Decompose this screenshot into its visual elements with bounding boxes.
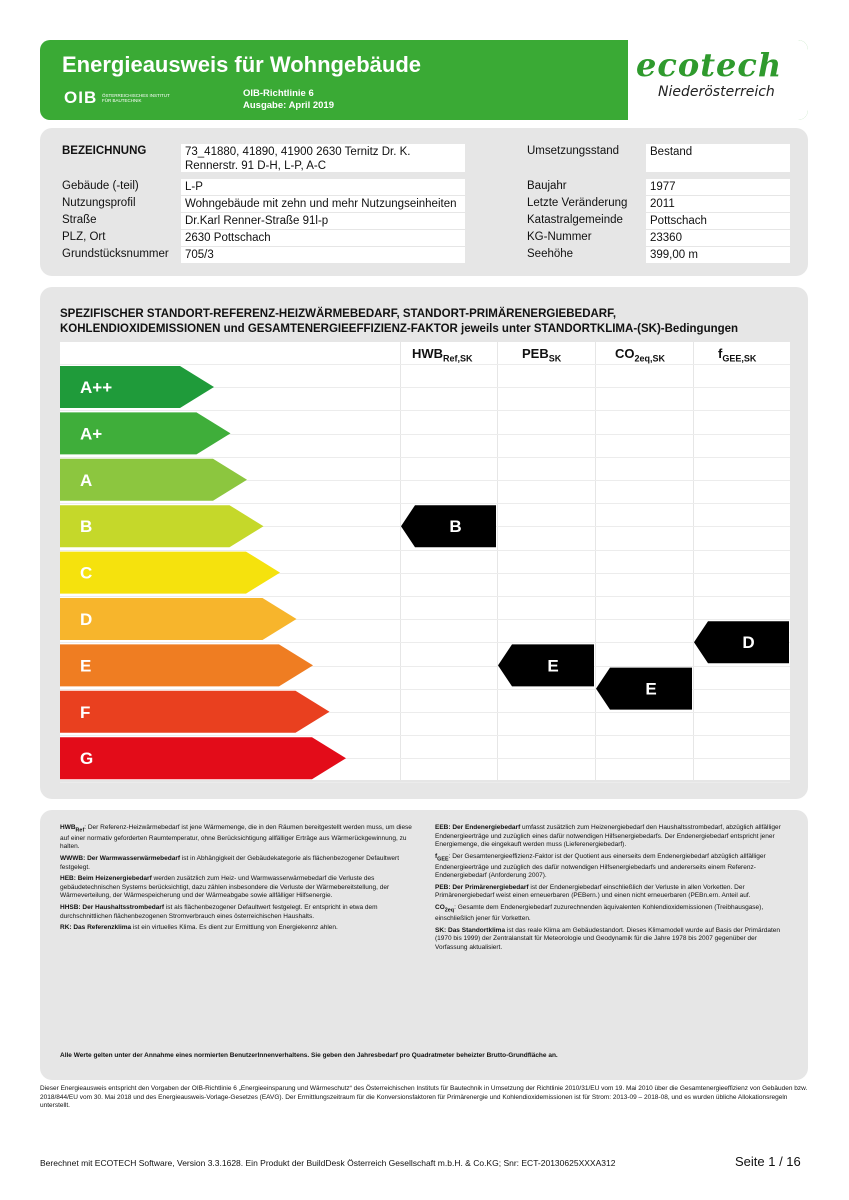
def-sk: SK: Das Standortklima ist das reale Klima am Gebäudestandort. Dieses Klimamodell wurde auf Basis der Primärdaten (1970 bis 1999) der Zentralanstalt für Meteorologie und Geodynamik für die Jahre 1978 bis 2007 gegenüber der Vorfassung aktualisiert. <box>435 926 781 951</box>
def-hwb: $HWB_{Ref}$: Der Referenz-Heizwärmebedarf ist jene Wärmemenge, die in den Räumen bereitgestellt werden muss, um diese auf einer normativ geforderten Raumtemperatur, ohne Berücksichtigung allfälliger Erträge aus Wärmerückgewinnung, zu halten. <box>60 824 412 851</box>
scale-title <box>60 307 738 337</box>
def-co2: $CO_{2eq}$: Gesamte dem Endenergiebedarf zuzurechnenden äquivalenten Kohlendioxidemissionen (Treibhausgase), einschließlich jener für Vorketten. <box>435 904 764 922</box>
column-header-fgee: $f_{GEE,SK}$ <box>718 346 757 364</box>
seehoehe-label: Seehöhe <box>527 248 574 260</box>
class-label: E <box>80 656 92 676</box>
column-header-hwb: $HWB_{Ref,SK}$ <box>412 346 473 364</box>
rating-marker-peb <box>498 644 594 686</box>
rating-marker-co2 <box>596 668 692 710</box>
strasse-value: Dr.Karl Renner-Straße 91l-p <box>181 213 465 229</box>
grundstueck-label: Grundstücksnummer <box>62 248 169 260</box>
class-label: A <box>80 470 93 490</box>
rating-label-hwb: B <box>449 517 462 537</box>
definitions-right <box>435 824 790 955</box>
def-wwwb: WWWB: Der Warmwasserwärmebedarf ist in Abhängigkeit der Gebäudekategorie als flächenbezogener Defaultwert festgelegt. <box>60 855 400 871</box>
oib-logo-subtitle: ÖSTERREICHISCHES INSTITUT FÜR BAUTECHNIK <box>102 93 170 103</box>
class-label: C <box>80 563 93 583</box>
class-label: A+ <box>80 424 103 444</box>
veraenderung-value: 2011 <box>646 196 790 212</box>
seehoehe-value: 399,00 m <box>646 247 790 263</box>
class-label: D <box>80 610 93 629</box>
oib-logo <box>64 88 170 108</box>
kg-value: 23360 <box>646 230 790 246</box>
def-hhsb: HHSB: Der Haushaltsstrombedarf ist als flächenbezogener Defaultwert festgelegt. Er entspricht in etwa dem durchschnittlichen flächenbezogenen Stromverbrauch eines österreichischen Haushalts. <box>60 904 378 920</box>
baujahr-value: 1977 <box>646 179 790 195</box>
def-fgee: $f_{GEE}$: Der Gesamtenergieeffizienz-Faktor ist der Quotient aus einerseits dem Endenergiebedarf abzüglich allfälliger Endenergieerträge und zuzüglich des dafür notwendigen Hilfsenergiebedarfs und andererseits einem Referenz-Endenergiebedarf (Anforderung 2007). <box>435 852 766 880</box>
class-arrows <box>60 342 790 780</box>
rating-label-co2: E <box>645 679 657 699</box>
strasse-label: Straße <box>62 214 97 226</box>
ecotech-brand: ecotech <box>636 46 783 84</box>
def-rk: RK: Das Referenzklima ist ein virtuelles Klima. Es dient zur Ermittlung von Energiekennz ahlen. <box>60 924 338 932</box>
ecotech-logo <box>628 40 808 120</box>
gebaeude-value: L-P <box>181 179 465 195</box>
rating-label-peb: E <box>547 656 559 676</box>
umsetzung-value: Bestand <box>646 144 790 172</box>
values-assumption-note: Alle Werte gelten unter der Annahme eines normierten BenutzerInnenverhaltens. Sie geben den Jahresbedarf pro Quadratmeter beheizter Brutto-Grundfläche an. <box>60 1052 558 1059</box>
oib-logo-text: OIB <box>64 88 98 107</box>
class-arrow-d <box>60 598 297 640</box>
energy-scale-panel <box>40 287 808 799</box>
bezeichnung-value: 73_41880, 41890, 41900 2630 Ternitz Dr. K. Rennerstr. 91 D-H, L-P, A-C <box>181 144 465 172</box>
column-header-peb: $PEB_{SK}$ <box>522 346 562 364</box>
plz-label: PLZ, Ort <box>62 231 106 243</box>
def-heb: HEB: Beim Heizenergiebedarf werden zusätzlich zum Heiz- und Warmwasserwärmebedarf die Verluste des gebäudetechnischen Systems berücksichtigt, dazu zählen insbesondere die Verluste der Wärmebereitstellung, der Wärmeverteilung, der Wärmespeicherung und der Wärmeabgabe sowie allfälliger Hilfsenergie. <box>60 875 390 900</box>
bezeichnung-label: BEZEICHNUNG <box>62 145 147 157</box>
definitions-panel <box>40 810 808 1080</box>
class-label: A++ <box>80 378 113 397</box>
definitions-left <box>60 824 415 936</box>
kg-label: KG-Nummer <box>527 231 592 243</box>
directive-name: OIB-Richtlinie 6 <box>243 88 314 99</box>
class-label: F <box>80 702 91 722</box>
ecotech-region: Niederösterreich <box>658 84 775 100</box>
legal-footnote: Dieser Energieausweis entspricht den Vorgaben der OIB-Richtlinie 6 „Energieeinsparung und Wärmeschutz“ des Österreichischen Instituts für Bautechnik in Umsetzung der Richtlinie 2010/31/EU vom 19. Mai 2010 über die Gesamtenergieeffizienz von Gebäuden bzw. 2018/844/EU vom 30. Mai 2018 und des Energieausweis-Vorlage-Gesetzes (EAVG). Der Ermittlungszeitraum für die Konversionsfaktoren für Primärenergie und Kohlendioxidemissionen ist für Strom: 2013-09 – 2018-08, und es wurden übliche Allokationsregeln unterstellt. <box>40 1085 808 1109</box>
column-header-co2: $CO_{2eq,SK}$ <box>615 346 666 364</box>
rating-label-fgee: D <box>742 633 755 653</box>
nutzungsprofil-label: Nutzungsprofil <box>62 197 136 209</box>
page-number: Seite 1 / 16 <box>735 1154 801 1169</box>
class-arrow-c <box>60 552 280 594</box>
energy-scale-chart <box>60 342 790 780</box>
class-arrow-e <box>60 644 313 686</box>
def-peb: PEB: Der Primärenergiebedarf ist der Endenergiebedarf einschließlich der Verluste in allen Vorketten. Der Primärenergiebedarf weist einen erneuerbaren (PEBern.) und einen nicht erneuerbaren (PEBn.ern. Anteil auf. <box>435 883 751 900</box>
veraenderung-label: Letzte Veränderung <box>527 197 628 209</box>
header-banner <box>40 40 808 120</box>
class-label: G <box>80 749 94 769</box>
def-eeb: EEB: Der Endenergiebedarf umfasst zusätzlich zum Heizenergiebedarf den Haushaltsstrombedarf, abzüglich allfälliger Endenergieerträge und zuzüglich eines dafür notwendigen Hilfsenergiebedarfs. Der Endenergiebedarf entspricht jener Energiemenge, die eingekauft werden muss (Lieferenergiebedarf). <box>435 824 781 849</box>
document-title: Energieausweis für Wohngebäude <box>62 52 421 77</box>
class-label: B <box>80 517 93 537</box>
plz-value: 2630 Pottschach <box>181 230 465 246</box>
class-arrow-f <box>60 691 330 733</box>
scale-title-line2: KOHLENDIOXIDEMISSIONEN und GESAMTENERGIEEFFIZIENZ-FAKTOR jeweils unter STANDORTKLIMA-(SK)-Bedingungen <box>60 323 739 335</box>
directive-info <box>243 88 334 112</box>
kataster-value: Pottschach <box>646 213 790 229</box>
software-credit: Berechnet mit ECOTECH Software, Version 3.3.1628. Ein Produkt der BuildDesk Österreich Gesellschaft m.b.H. & Co.KG; Snr: ECT-20130625XXXA312 <box>40 1158 616 1168</box>
directive-edition: Ausgabe: April 2019 <box>243 100 334 111</box>
grid-row-line <box>60 782 790 783</box>
class-arrow-g <box>60 737 346 779</box>
umsetzung-label: Umsetzungsstand <box>527 145 620 157</box>
kataster-label: Katastralgemeinde <box>527 214 623 226</box>
nutzungsprofil-value: Wohngebäude mit zehn und mehr Nutzungseinheiten <box>181 196 465 212</box>
scale-title-line1: SPEZIFISCHER STANDORT-REFERENZ-HEIZWÄRMEBEDARF, STANDORT-PRIMÄRENERGIEBEDARF, <box>60 308 617 320</box>
gebaeude-label: Gebäude (-teil) <box>62 180 139 192</box>
grundstueck-value: 705/3 <box>181 247 465 263</box>
baujahr-label: Baujahr <box>527 180 567 192</box>
building-info-panel <box>40 128 808 276</box>
